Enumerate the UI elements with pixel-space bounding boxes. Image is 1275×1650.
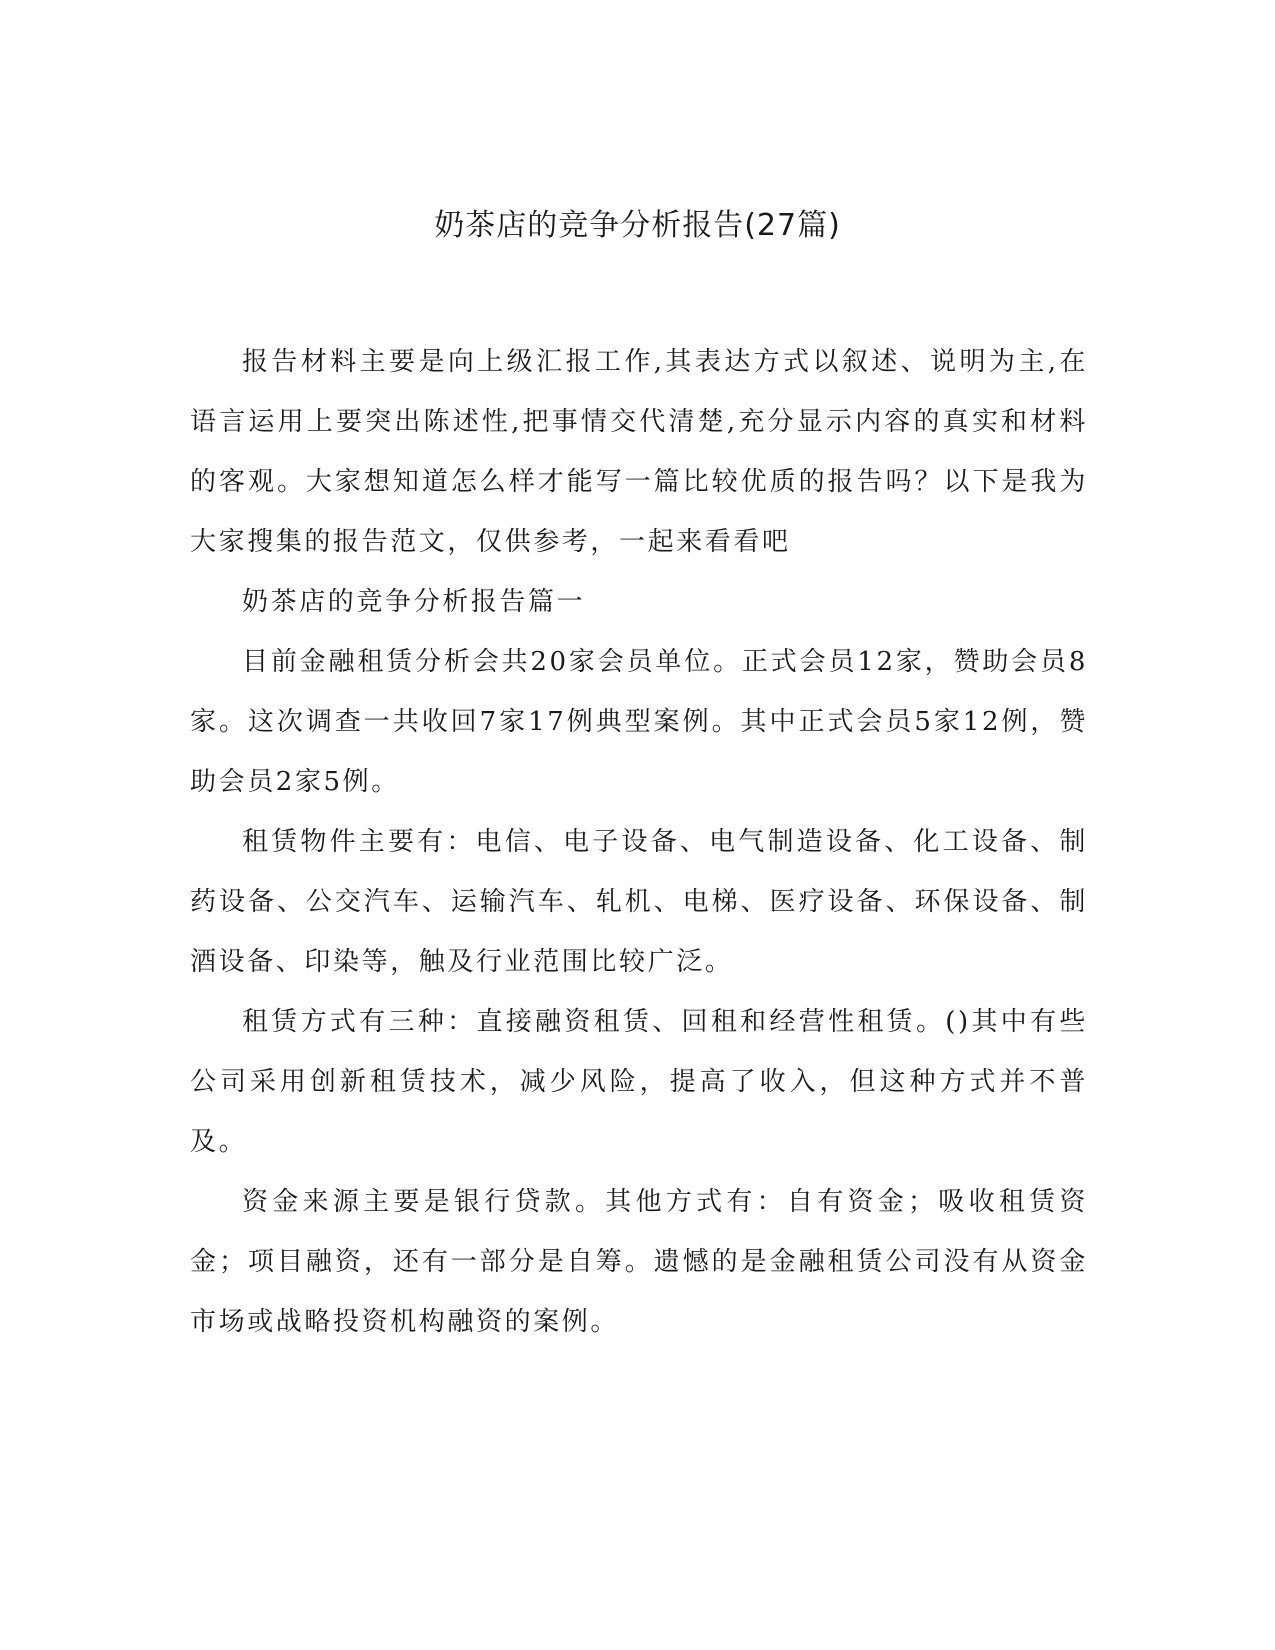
document-title: 奶茶店的竞争分析报告(27篇) [434,208,841,243]
body-paragraph-funding-sources: 资金来源主要是银行贷款。其他方式有：自有资金；吸收租赁资金；项目融资，还有一部分是自筹。遗憾的是金融租赁公司没有从资金市场或战略投资机构融资的案例。 [190,1187,1088,1337]
intro-paragraph: 报告材料主要是向上级汇报工作,其表达方式以叙述、说明为主,在语言运用上要突出陈述性,把事情交代清楚,充分显示内容的真实和材料的客观。大家想知道怎么样才能写一篇比较优质的报告吗？以下是我为大家搜集的报告范文，仅供参考，一起来看看吧 [190,347,1088,557]
body-paragraph-leased-items: 租赁物件主要有：电信、电子设备、电气制造设备、化工设备、制药设备、公交汽车、运输汽车、轧机、电梯、医疗设备、环保设备、制酒设备、印染等，触及行业范围比较广泛。 [190,827,1088,977]
body-paragraph-members: 目前金融租赁分析会共20家会员单位。正式会员12家，赞助会员8家。这次调查一共收回7家17例典型案例。其中正式会员5家12例，赞助会员2家5例。 [190,647,1088,797]
document-body [190,332,1088,1352]
section-heading: 奶茶店的竞争分析报告篇一 [242,587,586,617]
body-paragraph-leasing-methods: 租赁方式有三种：直接融资租赁、回租和经营性租赁。()其中有些公司采用创新租赁技术，减少风险，提高了收入，但这种方式并不普及。 [190,1007,1088,1157]
